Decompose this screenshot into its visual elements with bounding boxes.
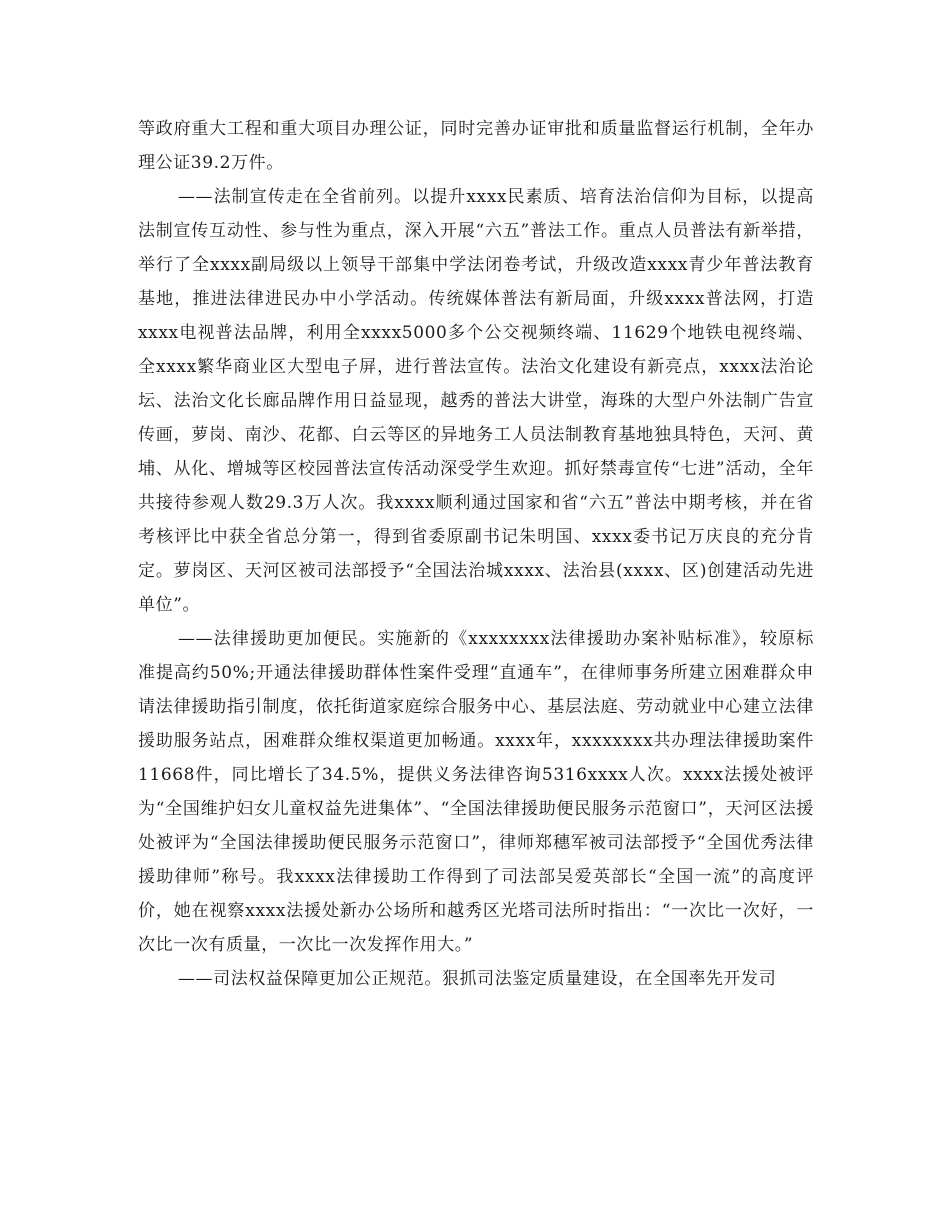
paragraph-notarization: 等政府重大工程和重大项目办理公证，同时完善办证审批和质量监督运行机制，全年办理公证39.2万件。 [138, 119, 814, 173]
paragraph-judicial-rights: ——司法权益保障更加公正规范。狠抓司法鉴定质量建设，在全国率先开发司 [177, 969, 777, 989]
paragraph-legal-aid: ——法律援助更加便民。实施新的《xxxxxxxx法律援助办案补贴标准》，较原标准提高约50%;开通法律援助群体性案件受理“直通车”，在律师事务所建立困难群众申请法律援助指引制度，依托街道家庭综合服务中心、基层法庭、劳动就业中心建立法律援助服务站点，困难群众维权渠道更加畅通。xxxx年，xxxxxxxx共办理法律援助案件11668件，同比增长了34.5%，提供义务法律咨询5316xxxx人次。xxxx法援处被评为“全国维护妇女儿童权益先进集体”、“全国法律援助便民服务示范窗口”，天河区法援处被评为“全国法律援助便民服务示范窗口”，律师郑穗军被司法部授予“全国优秀法律援助律师”称号。我xxxx法律援助工作得到了司法部吴爱英部长“全国一流”的高度评价，她在视察xxxx法援处新办公场所和越秀区光塔司法所时指出：“一次比一次好，一次比一次有质量，一次比一次发挥作用大。” [138, 629, 814, 955]
document-body [138, 112, 814, 996]
paragraph-legal-publicity: ——法制宣传走在全省前列。以提升xxxx民素质、培育法治信仰为目标，以提高法制宣传互动性、参与性为重点，深入开展“六五”普法工作。重点人员普法有新举措，举行了全xxxx副局级以上领导干部集中学法闭卷考试，升级改造xxxx青少年普法教育基地，推进法律进民办中小学活动。传统媒体普法有新局面，升级xxxx普法网，打造xxxx电视普法品牌，利用全xxxx5000多个公交视频终端、11629个地铁电视终端、全xxxx繁华商业区大型电子屏，进行普法宣传。法治文化建设有新亮点，xxxx法治论坛、法治文化长廊品牌作用日益显现，越秀的普法大讲堂，海珠的大型户外法制广告宣传画，萝岗、南沙、花都、白云等区的异地务工人员法制教育基地独具特色，天河、黄埔、从化、增城等区校园普法宣传活动深受学生欢迎。抓好禁毒宣传“七进”活动，全年共接待参观人数29.3万人次。我xxxx顺利通过国家和省“六五”普法中期考核，并在省考核评比中获全省总分第一，得到省委原副书记朱明国、xxxx委书记万庆良的充分肯定。萝岗区、天河区被司法部授予“全国法治城xxxx、法治县(xxxx、区)创建活动先进单位”。 [138, 187, 814, 615]
